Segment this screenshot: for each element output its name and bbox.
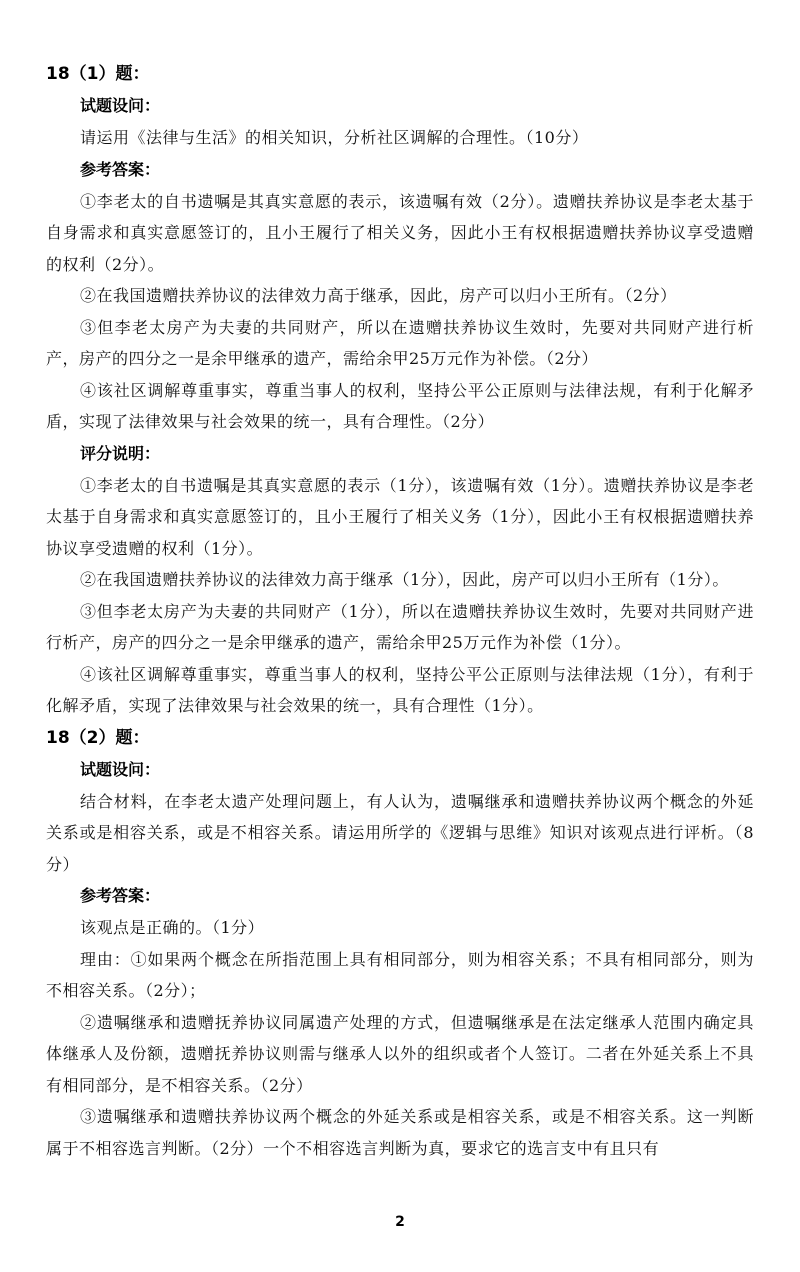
answer-paragraph: ①李老太的自书遗嘱是其真实意愿的表示，该遗嘱有效（2分）。遗赠扶养协议是李老太基于自身需求和真实意愿签订的，且小王履行了相关义务，因此小王有权根据遗赠扶养协议享受遗赠的权利（2分）。 — [46, 191, 754, 274]
page-number: 2 — [395, 1214, 405, 1230]
scoring-paragraph: ④该社区调解尊重事实，尊重当事人的权利，坚持公平公正原则与法律法规（1分），有利于化解矛盾，实现了法律效果与社会效果的统一，具有合理性（1分）。 — [46, 664, 754, 715]
question-18-1-scoring-heading: 评分说明： — [80, 443, 161, 463]
question-18-1-prompt-heading: 试题设问： — [80, 96, 161, 115]
answer-paragraph: 理由：①如果两个概念在所指范围上具有相同部分，则为相容关系；不具有相同部分，则为不相容关系。（2分）； — [46, 949, 754, 1000]
question-18-1-title: 18（1）题： — [46, 64, 150, 84]
question-18-1-prompt-text: 请运用《法律与生活》的相关知识，分析社区调解的合理性。（10分） — [80, 128, 589, 147]
answer-paragraph: ③遗嘱继承和遗赠扶养协议两个概念的外延关系或是相容关系，或是不相容关系。这一判断属于不相容选言判断。（2分）一个不相容选言判断为真，要求它的选言支中有且只有 — [46, 1107, 754, 1158]
question-18-2-title: 18（2）题： — [46, 727, 150, 748]
answer-paragraph: ③但李老太房产为夫妻的共同财产，所以在遗赠扶养协议生效时，先要对共同财产进行析产，房产的四分之一是余甲继承的遗产，需给余甲25万元作为补偿。（2分） — [46, 317, 754, 368]
question-18-1-answer-heading: 参考答案： — [80, 159, 161, 179]
question-18-2-prompt-text: 结合材料，在李老太遗产处理问题上，有人认为，遗嘱继承和遗赠扶养协议两个概念的外延关系或是相容关系，或是不相容关系。请运用所学的《逻辑与思维》知识对该观点进行评析。（8分） — [46, 791, 754, 874]
scoring-paragraph: ③但李老太房产为夫妻的共同财产（1分），所以在遗赠扶养协议生效时，先要对共同财产进行析产，房产的四分之一是余甲继承的遗产，需给余甲25万元作为补偿（1分）。 — [46, 601, 754, 652]
question-18-2-prompt-heading: 试题设问： — [80, 759, 161, 779]
scoring-paragraph: ①李老太的自书遗嘱是其真实意愿的表示（1分），该遗嘱有效（1分）。遗赠扶养协议是李老太基于自身需求和真实意愿签订的，且小王履行了相关义务（1分），因此小王有权根据遗赠扶养协议享受遗赠的权利（1分）。 — [46, 475, 754, 558]
answer-paragraph: 该观点是正确的。（1分） — [80, 918, 265, 937]
answer-paragraph: ④该社区调解尊重事实，尊重当事人的权利，坚持公平公正原则与法律法规，有利于化解矛盾，实现了法律效果与社会效果的统一，具有合理性。（2分） — [46, 380, 754, 431]
answer-paragraph: ②遗嘱继承和遗赠抚养协议同属遗产处理的方式，但遗嘱继承是在法定继承人范围内确定具体继承人及份额，遗赠抚养协议则需与继承人以外的组织或者个人签订。二者在外延关系上不具有相同部分，是不相容关系。（2分） — [46, 1012, 754, 1095]
question-18-2-answer-heading: 参考答案： — [80, 886, 161, 905]
answer-paragraph: ②在我国遗赠扶养协议的法律效力高于继承，因此，房产可以归小王所有。（2分） — [80, 286, 677, 305]
scoring-paragraph: ②在我国遗赠扶养协议的法律效力高于继承（1分），因此，房产可以归小王所有（1分）。 — [80, 570, 729, 589]
